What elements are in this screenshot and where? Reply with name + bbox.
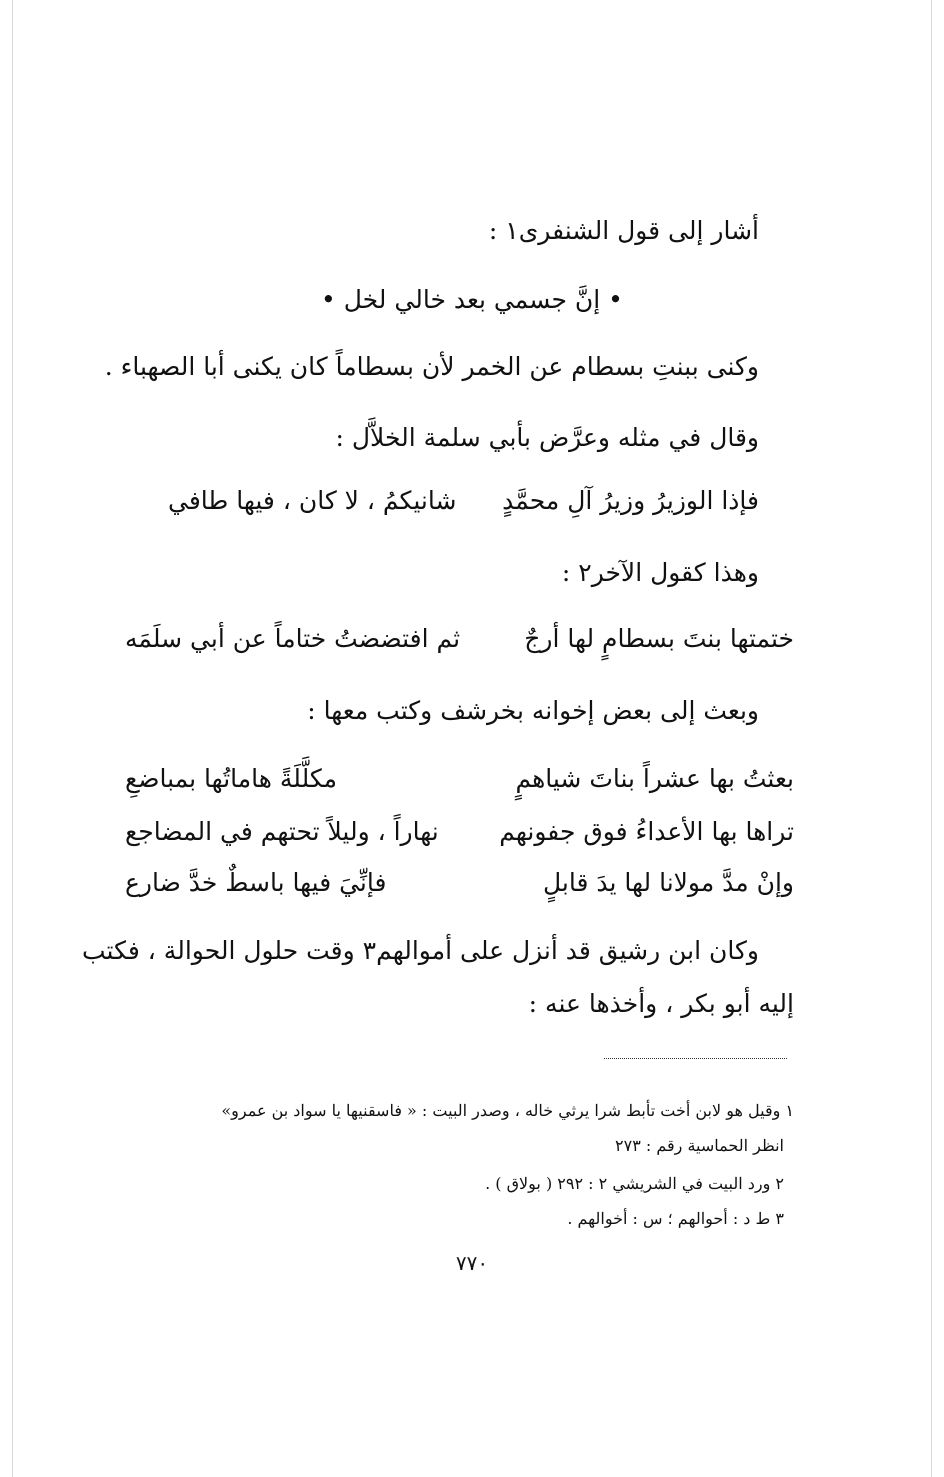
verse-1-second-hemistich: شانيكمُ ، لا كان ، فيها طافي — [168, 486, 457, 515]
page-number: ٧٧٠ — [455, 1251, 489, 1275]
verse-1-first-hemistich: فإذا الوزيرُ وزيرُ آلِ محمَّدٍ — [502, 486, 759, 515]
paragraph-5-line-2: إليه أبو بكر ، وأخذها عنه : — [528, 989, 794, 1018]
paragraph-5-line-1: وكان ابن رشيق قد أنزل على أموالهم٣ وقت حلول الحوالة ، فكتب — [82, 936, 759, 965]
verse-3b-first-hemistich: تراها بها الأعداءُ فوق جفونهم — [499, 817, 794, 846]
footnote-1-line-1: ١ وقيل هو لابن أخت تأبط شرا يرثي خاله ، وصدر البيت : « فاسقنيها يا سواد بن عمرو» — [221, 1101, 794, 1120]
verse-2-second-hemistich: ثم افتضضتُ ختاماً عن أبي سلَمَه — [125, 624, 461, 653]
verse-3c-first-hemistich: وإنْ مدَّ مولانا لها يدَ قابلٍ — [542, 868, 794, 897]
paragraph-4: وبعث إلى بعض إخوانه بخرشف وكتب معها : — [307, 696, 759, 725]
verse-3c-second-hemistich: فإنِّيَ فيها باسطٌ خدَّ ضارع — [125, 868, 387, 897]
footnote-2: ٢ ورد البيت في الشريشي ٢ : ٢٩٢ ( بولاق ) . — [485, 1174, 784, 1193]
intro-line: أشار إلى قول الشنفرى١ : — [488, 216, 759, 245]
verse-3a-first-hemistich: بعثتُ بها عشراً بناتَ شياهمٍ — [515, 764, 794, 793]
verse-2-first-hemistich: ختمتها بنتَ بسطامٍ لها أرجٌ — [524, 624, 794, 653]
paragraph-2: وقال في مثله وعرَّض بأبي سلمة الخلاَّل : — [335, 423, 759, 452]
paragraph-3: وهذا كقول الآخر٢ : — [561, 558, 759, 587]
quoted-hemistich: • إنَّ جسمي بعد خالي لخل • — [321, 285, 623, 314]
footnote-3: ٣ ط د : أحوالهم ؛ س : أخوالهم . — [567, 1209, 784, 1228]
verse-3b-second-hemistich: نهاراً ، وليلاً تحتهم في المضاجع — [125, 817, 439, 846]
paragraph-1: وكنى ببنتِ بسطام عن الخمر لأن بسطاماً كان يكنى أبا الصهباء . — [104, 352, 759, 381]
verse-3a-second-hemistich: مكلَّلَةً هاماتُها بمباضعِ — [125, 764, 338, 793]
footnote-separator — [604, 1058, 787, 1059]
footnote-1-line-2: انظر الحماسية رقم : ٢٧٣ — [615, 1136, 784, 1155]
